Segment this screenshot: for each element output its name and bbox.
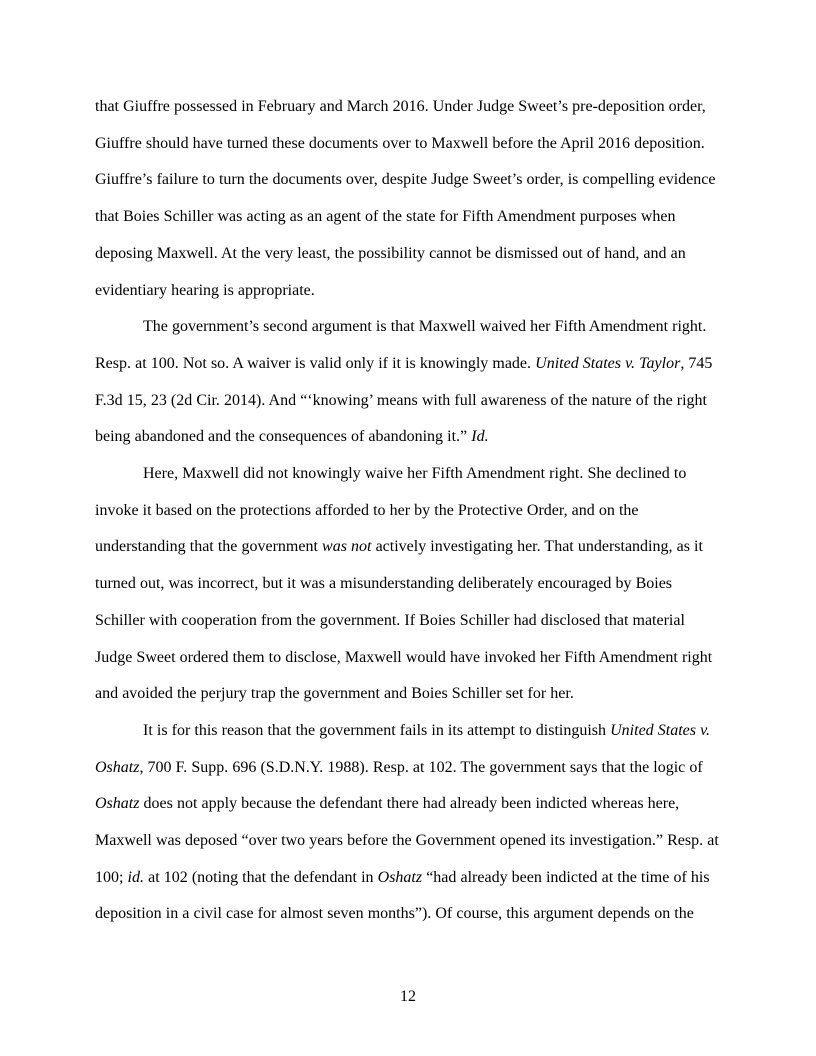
text-run: at 102 (noting that the defendant in [144, 868, 378, 886]
document-body [95, 89, 721, 933]
text-run: The government’s second argument is that Maxwell waived her Fifth Amendment right. Resp. at 100. Not so. A waiver is valid only if it is knowingly made. [95, 318, 707, 372]
text-run: actively investigating her. That understanding, as it turned out, was incorrect, but it was a misunderstanding deliberately encouraged by Boies Schiller with cooperation from the government. If Boies Schiller had disclosed that material Judge Sweet ordered them to disclose, Maxwell would have invoked her Fifth Amendment right and avoided the perjury trap the government and Boies Schiller set for her. [95, 538, 713, 703]
paragraph [95, 713, 721, 933]
text-run: , 745 F.3d 15, 23 (2d Cir. 2014). And “‘knowing’ means with full awareness of the nature of the right being abandoned and the consequences of abandoning it.” [95, 354, 713, 446]
text-run: that Giuffre possessed in February and March 2016. Under Judge Sweet’s pre-deposition order, Giuffre should have turned these documents over to Maxwell before the April 2016 deposition. Giuffre’s failure to turn the documents over, despite Judge Sweet’s order, is compelling evidence that Boies Schiller was acting as an agent of the state for Fifth Amendment purposes when deposing Maxwell. At the very least, the possibility cannot be dismissed out of hand, and an evidentiary hearing is appropriate. [95, 98, 716, 299]
text-run: It is for this reason that the government fails in its attempt to distinguish [143, 721, 611, 739]
italic-text-run: United States v. Oshatz [95, 721, 711, 776]
italic-text-run: id. [127, 868, 144, 886]
italic-text-run: Id. [471, 428, 489, 446]
text-run: “had already been indicted at the time of his deposition in a civil case for almost seven months”). Of course, this argument depends on the [95, 868, 710, 923]
page-footer [0, 987, 816, 1006]
paragraph [95, 309, 721, 456]
paragraph [95, 89, 721, 309]
italic-text-run: United States v. Taylor [535, 354, 681, 372]
italic-text-run: Oshatz [95, 795, 140, 813]
paragraph [95, 456, 721, 713]
text-run: does not apply because the defendant there had already been indicted whereas here, Maxwell was deposed “over two years before the Government opened its investigation.” Resp. at 100; [95, 795, 719, 886]
text-run: , 700 F. Supp. 696 (S.D.N.Y. 1988). Resp. at 102. The government says that the logic of [139, 758, 703, 776]
text-run: Here, Maxwell did not knowingly waive her Fifth Amendment right. She declined to invoke it based on the protections afforded to her by the Protective Order, and on the understanding that the government [95, 465, 687, 556]
italic-text-run: was not [322, 538, 372, 556]
italic-text-run: Oshatz [377, 868, 423, 886]
page-number: 12 [400, 988, 416, 1005]
